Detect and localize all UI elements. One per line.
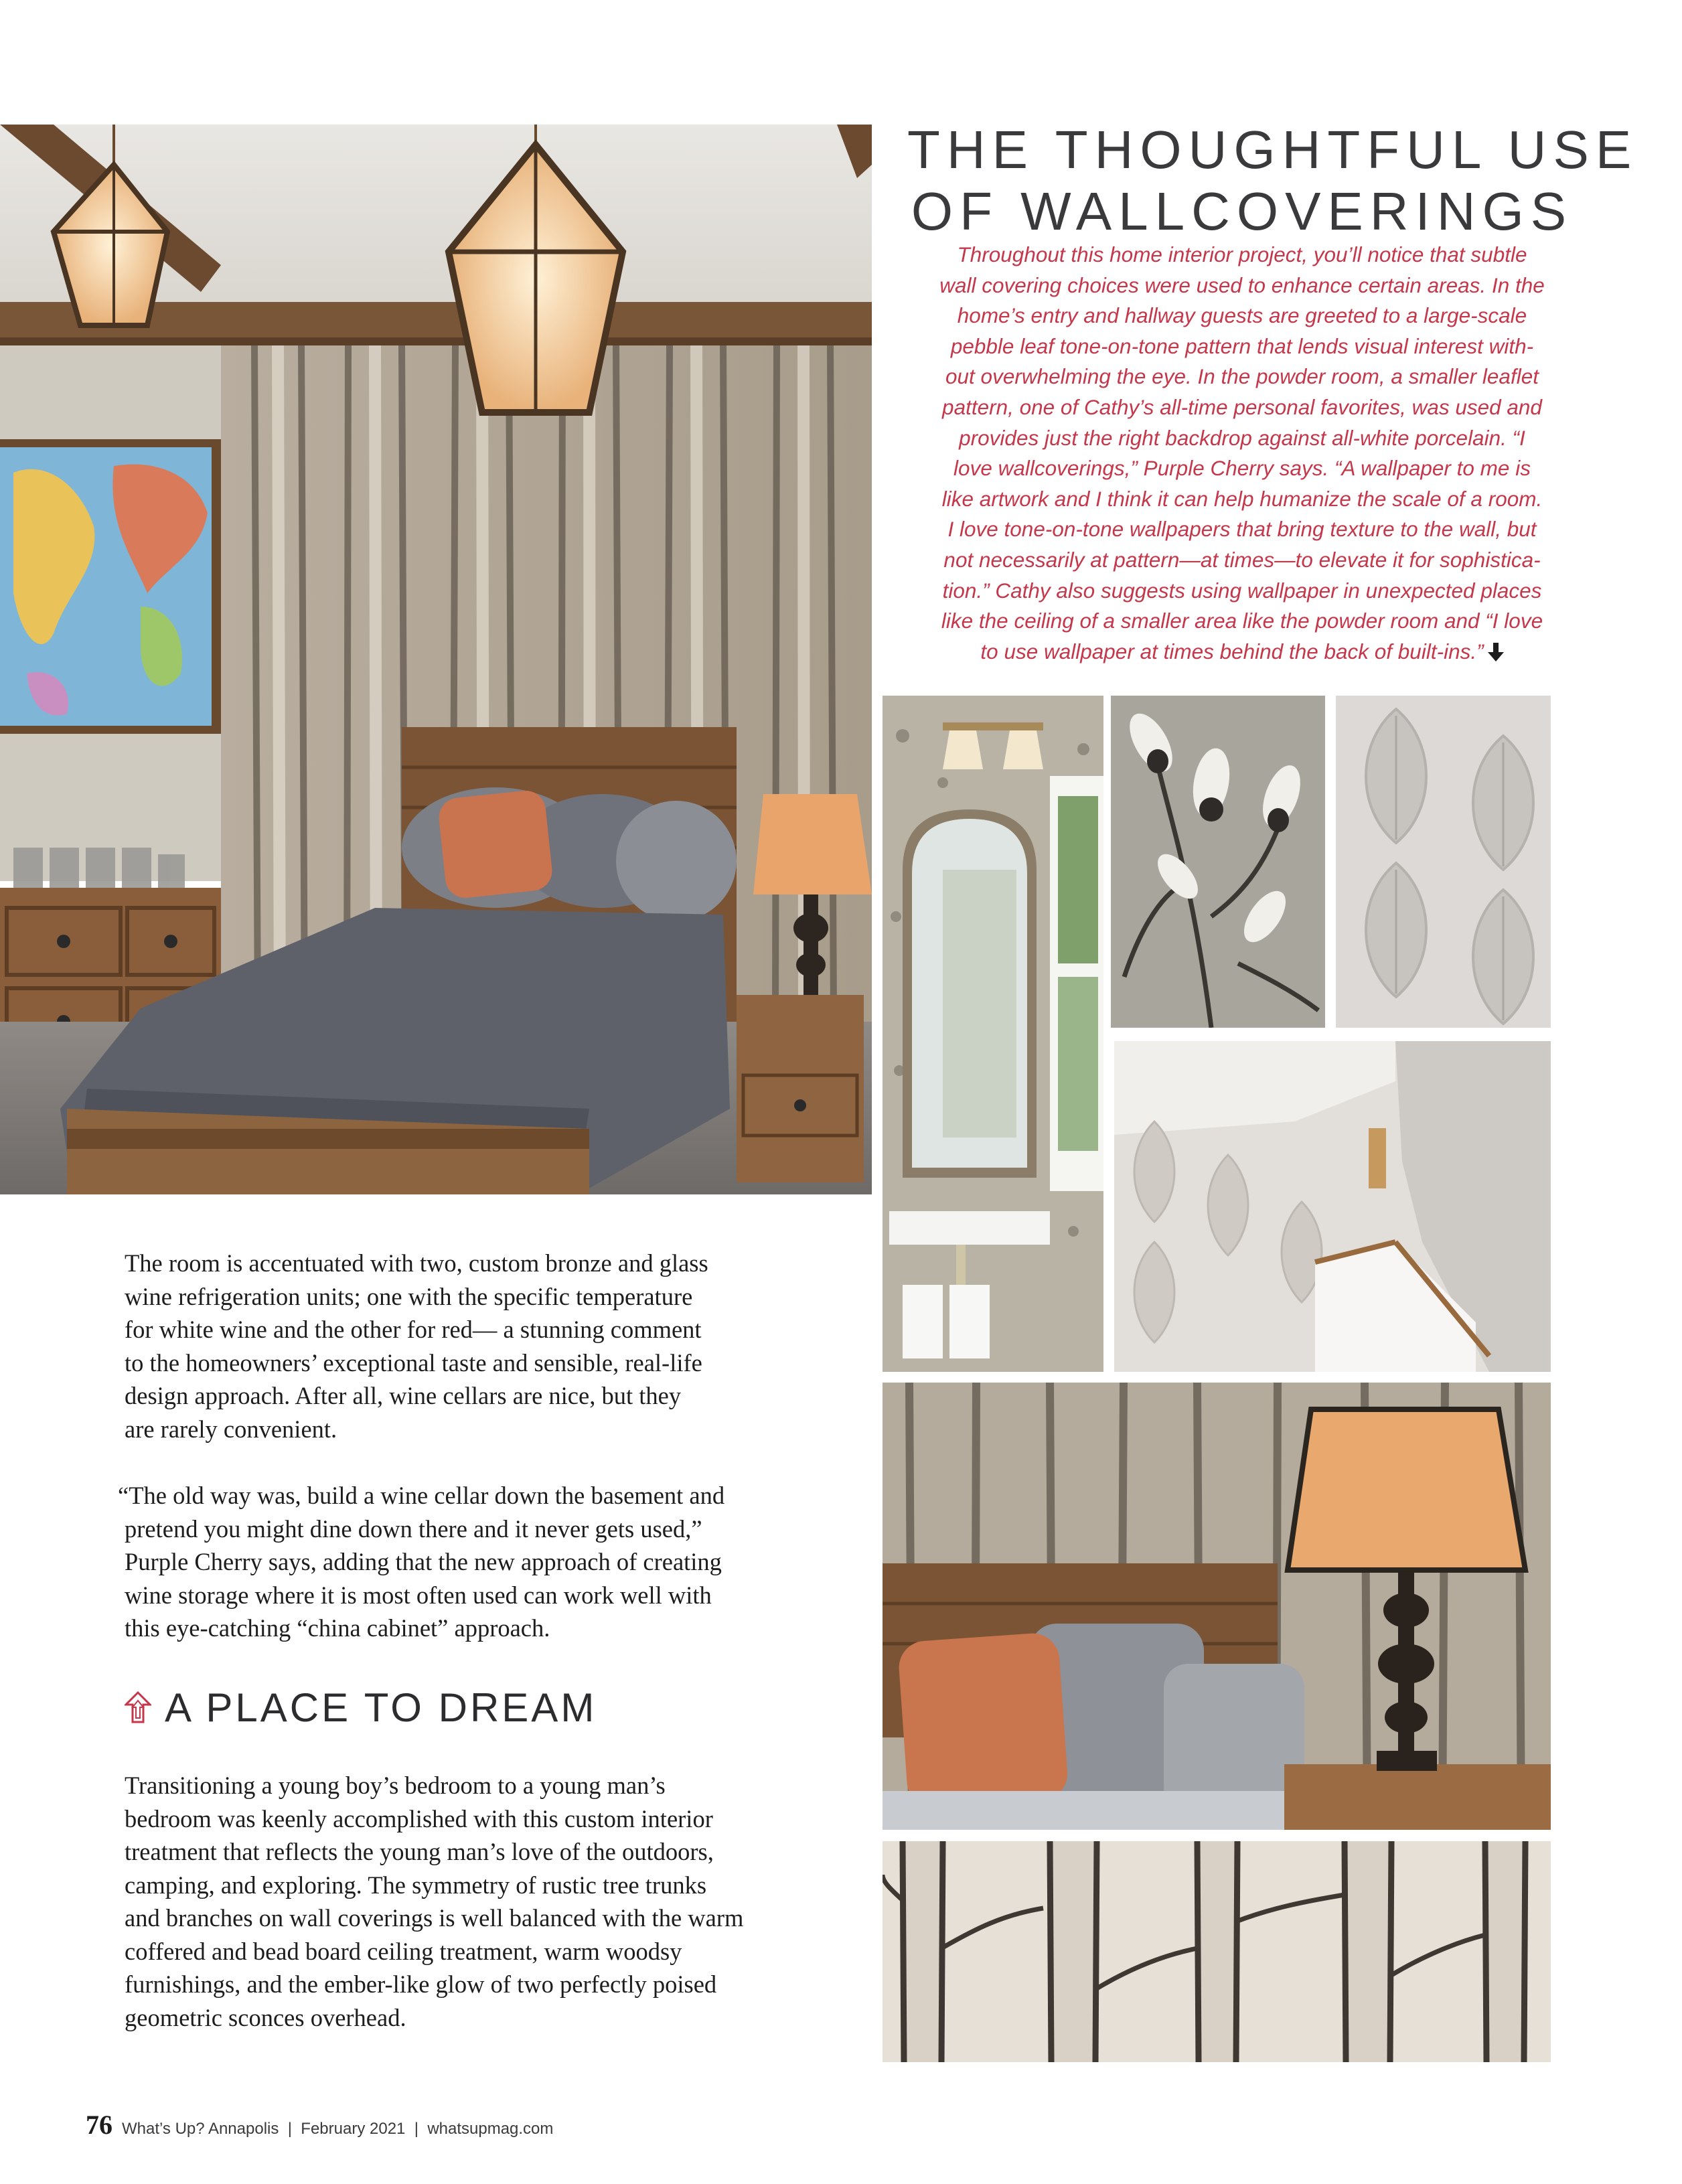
paragraph-line: Transitioning a young boy’s bedroom to a young man’s [125, 1772, 666, 1799]
page-number: 76 [86, 2110, 112, 2140]
footer-publication: What’s Up? Annapolis [122, 2120, 279, 2138]
lamp-pillows-photo [883, 1383, 1551, 1830]
paragraph-line: wine storage where it is most often used can work well with [125, 1581, 712, 1609]
sidebar-line: like artwork and I think it can help humanize the scale of a room. [941, 486, 1543, 511]
paragraph-line: camping, and exploring. The symmetry of rustic tree trunks [125, 1871, 707, 1899]
paragraph-line: The room is accentuated with two, custom bronze and glass [125, 1249, 708, 1277]
paragraph-line: and branches on wall coverings is well balanced with the warm [125, 1904, 744, 1932]
page-footer [86, 2109, 553, 2138]
sidebar-line: provides just the right backdrop against all-white porcelain. “I [959, 425, 1525, 450]
sidebar-line: to use wallpaper at times behind the back of built-ins.” [980, 639, 1484, 664]
paragraph-line: Purple Cherry says, adding that the new approach of creating [125, 1548, 722, 1575]
section-heading [125, 1684, 597, 1731]
paragraph-line: “The old way was, build a wine cellar down the basement and [118, 1482, 725, 1509]
sidebar-line: pebble leaf tone-on-tone pattern that lends visual interest with- [950, 333, 1534, 358]
stair-hallway-photo [1114, 1041, 1551, 1372]
sidebar-title-line: THE THOUGHTFUL USE [907, 120, 1638, 179]
floral-wallpaper-photo [1111, 696, 1325, 1028]
paragraph-line: furnishings, and the ember-like glow of two perfectly poised [125, 1970, 717, 1998]
sidebar-line: home’s entry and hallway guests are greeted to a large-scale [957, 303, 1527, 328]
footer-website[interactable]: whatsupmag.com [427, 2120, 554, 2138]
powder-room-photo [883, 696, 1103, 1372]
sidebar-line: love wallcoverings,” Purple Cherry says. “A wallpaper to me is [953, 456, 1531, 481]
sidebar-line: not necessarily at pattern—at times—to elevate it for sophistica- [943, 547, 1541, 572]
paragraph-line: are rarely convenient. [125, 1415, 337, 1443]
sidebar-body [937, 240, 1547, 667]
section-heading-text: A PLACE TO DREAM [165, 1685, 597, 1730]
sidebar-line: tion.” Cathy also suggests using wallpaper in unexpected places [942, 578, 1542, 603]
article-paragraph-3 [125, 1769, 834, 2034]
paragraph-line: design approach. After all, wine cellars are nice, but they [125, 1382, 682, 1409]
paragraph-line: wine refrigeration units; one with the specific temperature [125, 1282, 693, 1310]
footer-date: February 2021 [301, 2120, 406, 2138]
footer-text [122, 2120, 553, 2138]
sidebar-line: Throughout this home interior project, you’ll notice that subtle [957, 242, 1527, 266]
paragraph-line: bedroom was keenly accomplished with this custom interior [125, 1804, 713, 1832]
article-paragraph-1 [125, 1247, 834, 1446]
sidebar-title [907, 119, 1638, 242]
birch-wallpaper-photo [883, 1841, 1551, 2062]
paragraph-line: for white wine and the other for red— a stunning comment [125, 1316, 702, 1343]
paragraph-line: coffered and bead board ceiling treatment, warm woodsy [125, 1937, 682, 1965]
paragraph-line: this eye-catching “china cabinet” approach. [125, 1614, 550, 1642]
sidebar-line: like the ceiling of a smaller area like the powder room and “I love [941, 609, 1543, 633]
footer-separator: | [414, 2120, 418, 2138]
footer-separator: | [287, 2120, 292, 2138]
article-paragraph-2 [118, 1479, 828, 1645]
paragraph-line: geometric sconces overhead. [125, 2003, 406, 2031]
sidebar-title-line: OF WALLCOVERINGS [911, 181, 1574, 241]
end-mark-arrow-icon [1488, 643, 1504, 661]
house-arrow-icon [125, 1691, 151, 1723]
paragraph-line: to the homeowners’ exceptional taste and sensible, real-life [125, 1348, 702, 1377]
paragraph-line: pretend you might dine down there and it never gets used,” [125, 1514, 702, 1543]
sidebar-line: pattern, one of Cathy’s all-time personal favorites, was used and [942, 394, 1542, 419]
bedroom-photo [0, 125, 872, 1194]
sidebar-line: wall covering choices were used to enhance certain areas. In the [939, 272, 1545, 297]
sidebar-line: out overwhelming the eye. In the powder room, a smaller leaflet [945, 364, 1539, 389]
leaf-wallpaper-photo [1336, 696, 1551, 1028]
paragraph-line: treatment that reflects the young man’s love of the outdoors, [125, 1838, 714, 1865]
sidebar-line-last [937, 637, 1547, 668]
sidebar-line: I love tone-on-tone wallpapers that bring texture to the wall, but [947, 517, 1537, 542]
